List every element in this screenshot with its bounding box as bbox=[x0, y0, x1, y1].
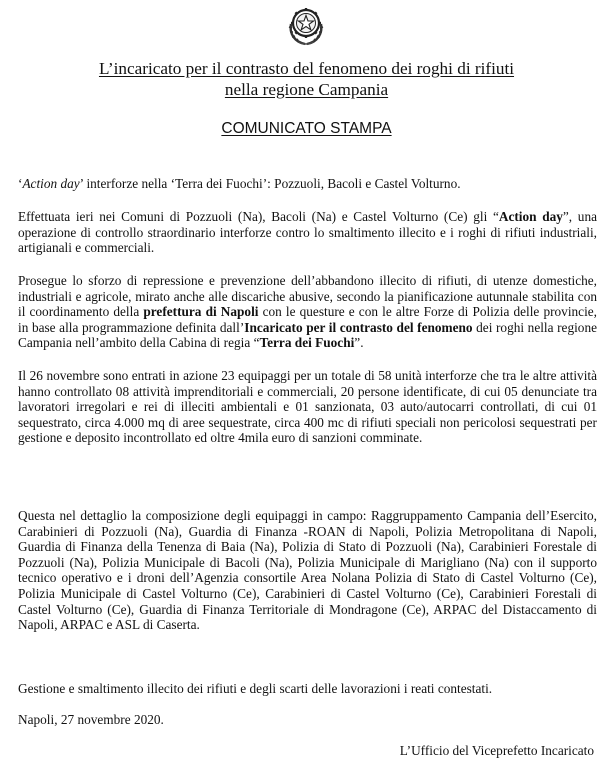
paragraph-context: Prosegue lo sforzo di repressione e prevenzione dell’abbandono illecito di rifiuti, di utenze domestiche, industriali e agricole, mirato anche alle discariche abusive, secondo la pianificazione autunnale stabilita con il coordinamento della prefettura di Napoli con le questure e con le altre Forze di Polizia delle provincie, in base alla programmazione definita dall’Incaricato per il contrasto del fenomeno dei roghi nella regione Campania nell’ambito della Cabina di regia “Terra dei Fuochi”. bbox=[18, 273, 597, 351]
press-release-heading bbox=[0, 119, 613, 139]
italian-republic-emblem-icon bbox=[285, 2, 327, 46]
paragraph-intro: Effettuata ieri nei Comuni di Pozzuoli (Na), Bacoli (Na) e Castel Volturno (Ce) gli “Action day”, una operazione di controllo straordinario interforze contro lo smaltimento illecito e i roghi di rifiuti industriali, artigianali e commerciali. bbox=[18, 209, 598, 256]
paragraph-charges: Gestione e smaltimento illecito dei rifiuti e degli scarti delle lavorazioni i reati contestati. bbox=[18, 681, 493, 696]
paragraph-headline: ‘Action day’ interforze nella ‘Terra dei Fuochi’: Pozzuoli, Bacoli e Castel Volturno. bbox=[18, 176, 461, 191]
title-line-1: L’incaricato per il contrasto del fenomeno dei roghi di rifiuti bbox=[98, 59, 515, 78]
document-title bbox=[0, 58, 613, 100]
title-line-2: nella regione Campania bbox=[224, 80, 389, 99]
action-day-italic: Action day bbox=[22, 176, 80, 191]
paragraph-crews: Questa nel dettaglio la composizione degli equipaggi in campo: Raggruppamento Campania dell’Esercito, Carabinieri di Pozzuoli (Na), Guardia di Finanza -ROAN di Napoli, Polizia Metropolitana di Napoli, Guardia di Finanza della Tenenza di Baia (Na), Polizia di Stato di Pozzuoli (Na), Carabinieri Forestale di Pozzuoli (Na), Polizia Municipale di Bacoli (Na), Polizia Municipale di Marigliano (Na) con il supporto tecnico operativo e i droni dell’Agenzia consortile Area Nolana Polizia di Stato di Castel Volturno (Ce), Polizia Municipale di Castel Volturno (Ce), Carabinieri di Castel Volturno (Ce), Carabinieri Forestali di Castel Volturno (Ce), Guardia di Finanza Territoriale di Mondragone (Ce), ARPAC del Distaccamento di Napoli, ARPAC e ASL di Caserta. bbox=[18, 508, 597, 633]
press-release-label: COMUNICATO STAMPA bbox=[221, 120, 392, 137]
signature: L’Ufficio del Viceprefetto Incaricato bbox=[399, 743, 594, 758]
document-date: Napoli, 27 novembre 2020. bbox=[18, 712, 164, 727]
paragraph-results: Il 26 novembre sono entrati in azione 23 equipaggi per un totale di 58 unità interforze che tra le altre attività hanno controllato 08 attività imprenditoriali e commerciali, 20 persone identificate, di cui 05 denunciate tra lavoratori irregolari e rei di illeciti ambientali e 01 sanzionata, 03 auto/autocarri controllati, di cui 01 sequestrato, circa 4.000 mq di aree sequestrate, circa 400 mc di rifiuti speciali non pericolosi sequestrati per gestione e deposito incontrollato ed oltre 4mila euro di sanzioni comminate. bbox=[18, 368, 597, 446]
